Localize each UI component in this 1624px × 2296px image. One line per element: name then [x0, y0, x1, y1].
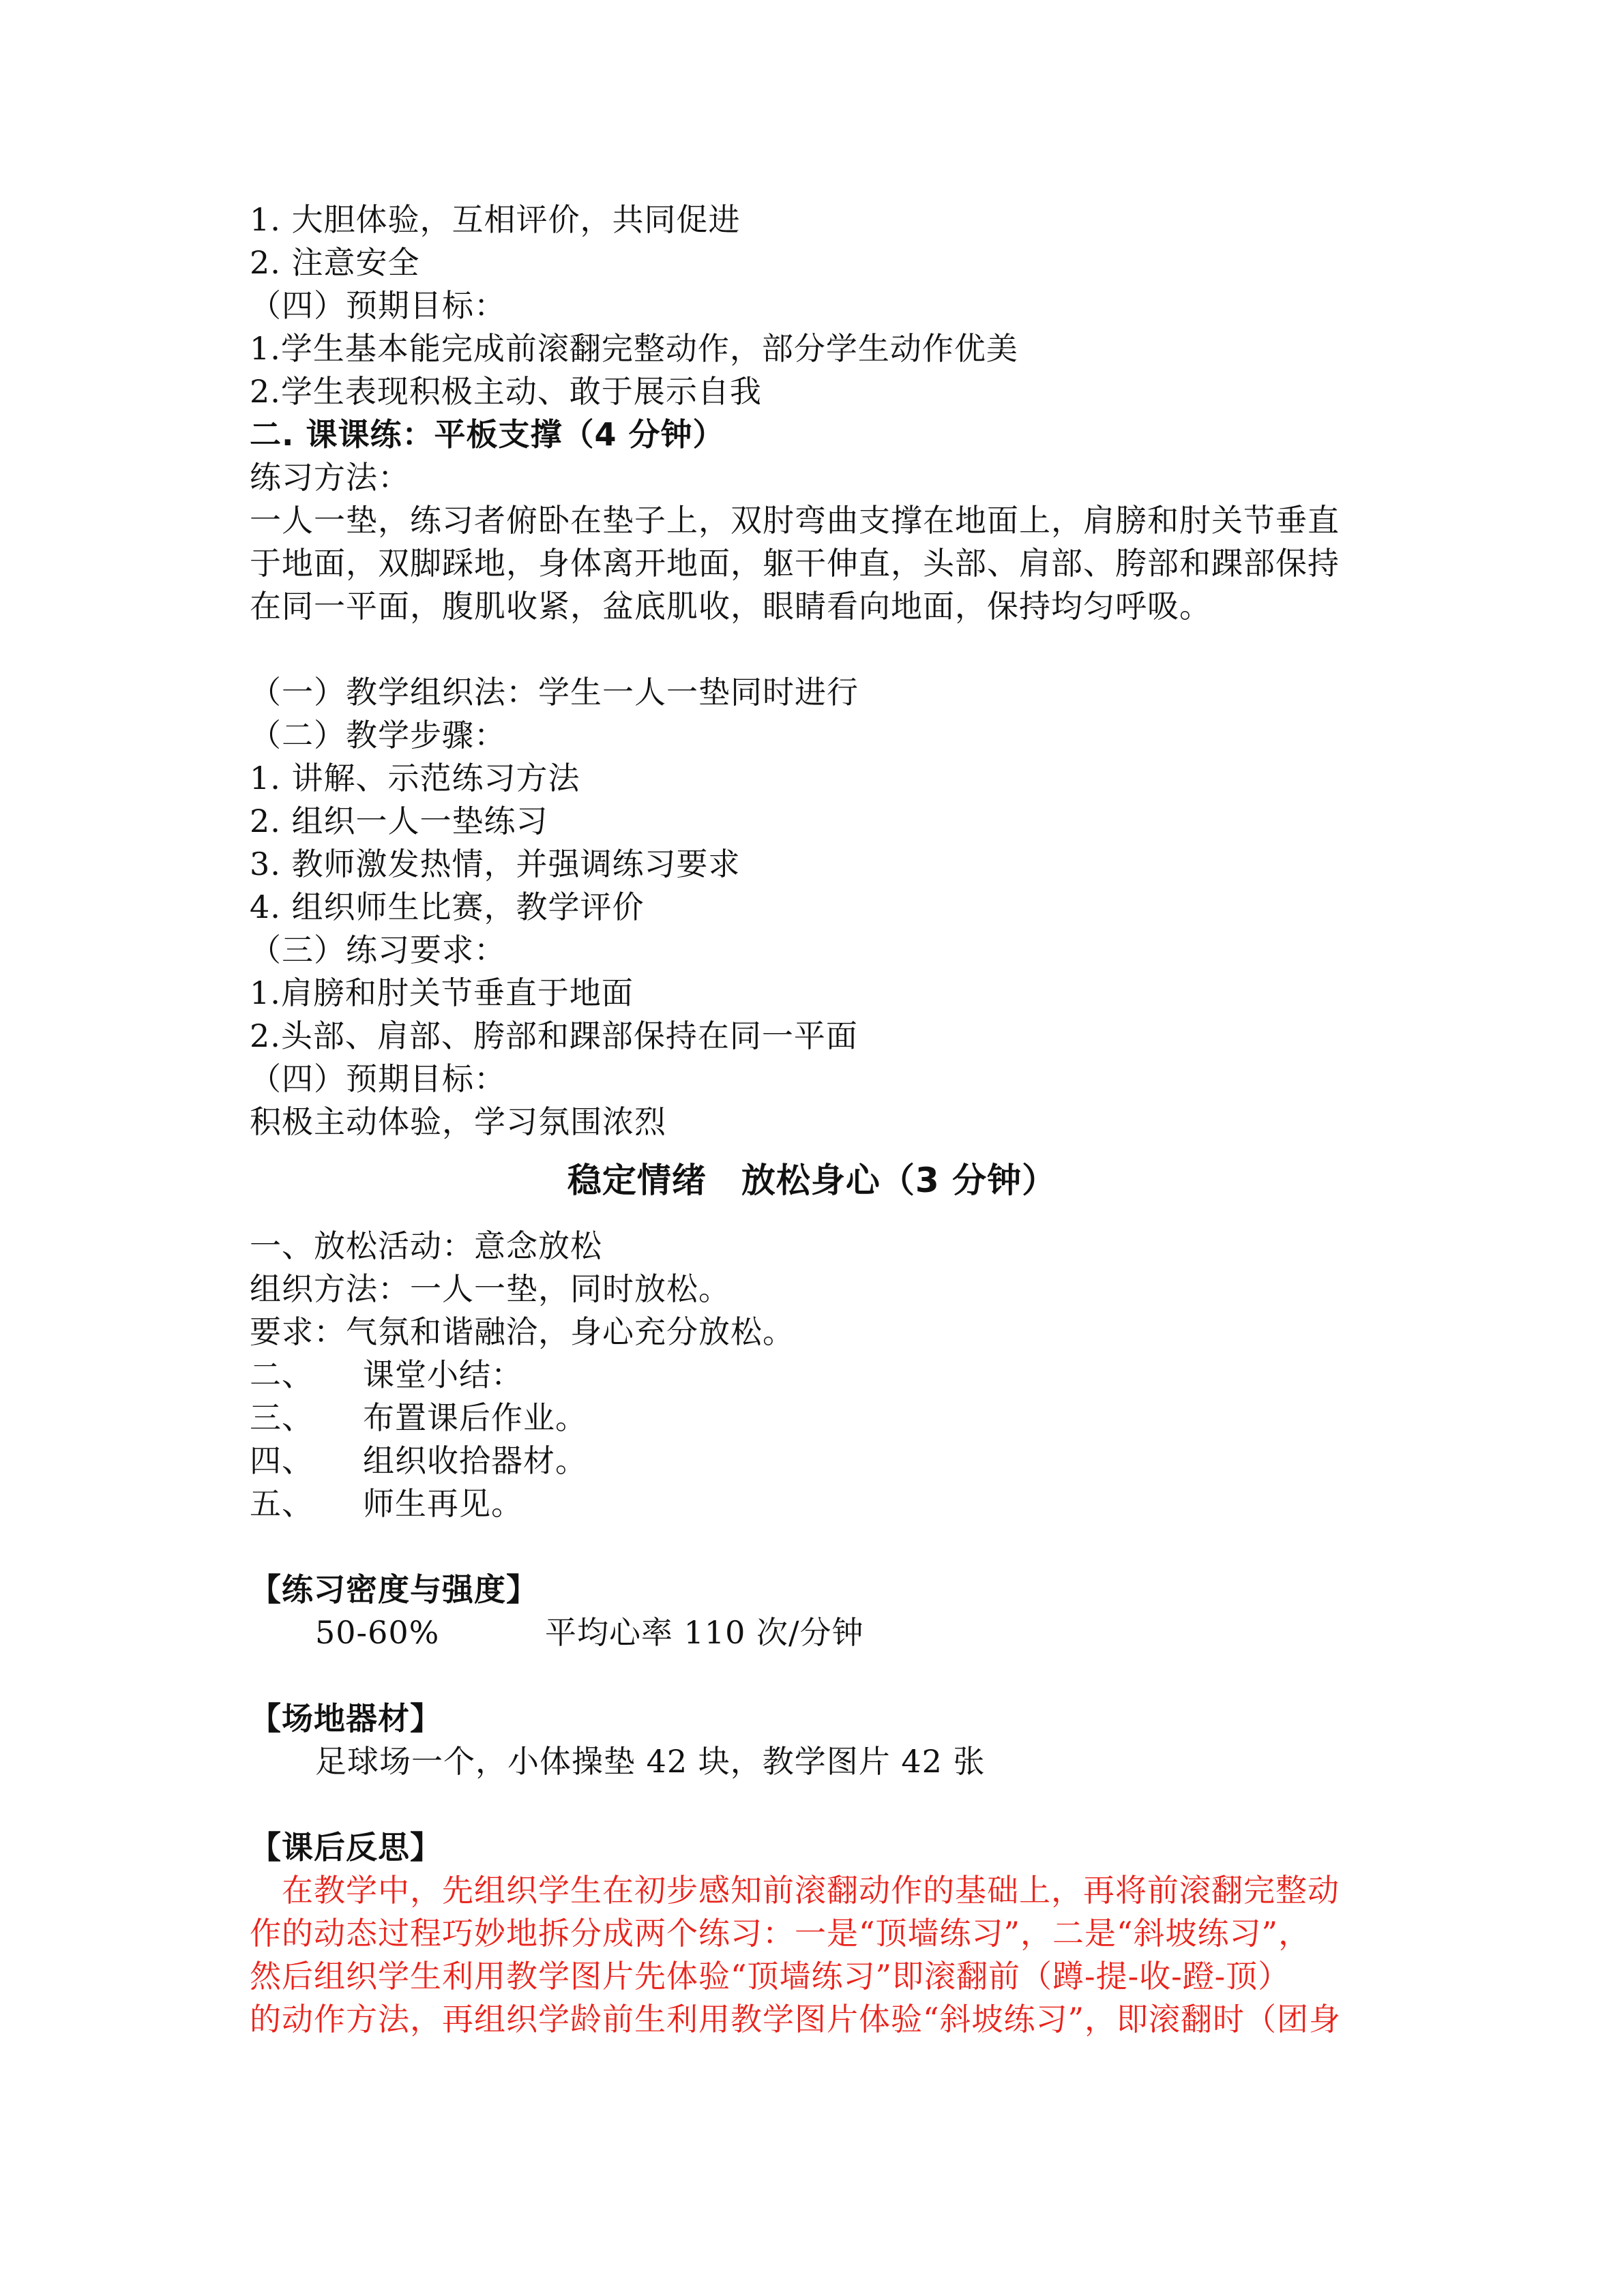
density-values — [315, 1612, 864, 1653]
reflection-heading: 【课后反思】 — [250, 1829, 442, 1866]
plank-step-1: 1. 讲解、示范练习方法 — [250, 760, 580, 796]
reflection-line-3: 然后组织学生利用教学图片先体验“顶墙练习”即滚翻前（蹲-提-收-蹬-顶） — [250, 1958, 1290, 1995]
plank-step-3: 3. 教师激发热情，并强调练习要求 — [250, 846, 741, 882]
plank-requirement-1: 1.肩膀和肘关节垂直于地面 — [250, 974, 634, 1011]
calm-activity: 一、放松活动：意念放松 — [250, 1227, 602, 1264]
plank-method-line-1: 一人一垫，练习者俯卧在垫子上，双肘弯曲支撑在地面上，肩膀和肘关节垂直 — [250, 502, 1340, 539]
calm-item-3-number: 三、 — [250, 1399, 314, 1436]
plank-step-2: 2. 组织一人一垫练习 — [250, 803, 548, 839]
calm-item-2-number: 二、 — [250, 1356, 314, 1393]
plank-method-line-3: 在同一平面，腹肌收紧，盆底肌收，眼睛看向地面，保持均匀呼吸。 — [250, 588, 1211, 625]
calm-item-2-text: 课堂小结： — [363, 1356, 523, 1393]
plank-step-4: 4. 组织师生比赛，教学评价 — [250, 889, 645, 925]
plank-requirement-2: 2.头部、肩部、胯部和踝部保持在同一平面 — [250, 1017, 858, 1054]
reflection-line-2: 作的动态过程巧妙地拆分成两个练习：一是“顶墙练习”，二是“斜坡练习”， — [250, 1915, 1311, 1952]
density-heart-rate: 平均心率 110 次/分钟 — [545, 1614, 864, 1651]
plank-method-label: 练习方法： — [250, 459, 410, 496]
plank-heading: 二. 课课练：平板支撑（4 分钟） — [250, 416, 725, 453]
top-line-3: （四）预期目标： — [250, 287, 506, 324]
plank-method-line-2: 于地面，双脚踩地，身体离开地面，躯干伸直，头部、肩部、胯部和踝部保持 — [250, 545, 1340, 582]
reflection-line-4: 的动作方法，再组织学龄前生利用教学图片体验“斜坡练习”，即滚翻时（团身 — [250, 2001, 1342, 2038]
calm-item-4-text: 组织收拾器材。 — [363, 1442, 587, 1479]
plank-requirements-label: （三）练习要求： — [250, 931, 506, 968]
calm-item-4 — [250, 1440, 587, 1481]
plank-goal: 积极主动体验，学习氛围浓烈 — [250, 1103, 666, 1140]
top-line-5: 2.学生表现积极主动、敢于展示自我 — [250, 373, 762, 410]
calm-item-3 — [250, 1397, 587, 1438]
plank-goal-label: （四）预期目标： — [250, 1060, 506, 1097]
top-line-1: 1. 大胆体验，互相评价，共同促进 — [250, 201, 741, 238]
calm-item-5-text: 师生再见。 — [363, 1485, 523, 1522]
density-heading: 【练习密度与强度】 — [250, 1571, 538, 1608]
calm-requirement: 要求：气氛和谐融洽，身心充分放松。 — [250, 1313, 795, 1350]
top-line-2: 2. 注意安全 — [250, 244, 420, 281]
calm-organization: 组织方法：一人一垫，同时放松。 — [250, 1270, 730, 1307]
reflection-line-1: 在教学中，先组织学生在初步感知前滚翻动作的基础上，再将前滚翻完整动 — [250, 1872, 1340, 1909]
plank-organization: （一）教学组织法：学生一人一垫同时进行 — [250, 674, 859, 711]
venue-equipment: 足球场一个，小体操垫 42 块，教学图片 42 张 — [315, 1743, 986, 1780]
calm-item-3-text: 布置课后作业。 — [363, 1399, 587, 1436]
calm-heading: 稳定情绪 放松身心（3 分钟） — [567, 1161, 1057, 1200]
top-line-4: 1.学生基本能完成前滚翻完整动作，部分学生动作优美 — [250, 330, 1018, 367]
venue-heading: 【场地器材】 — [250, 1700, 442, 1737]
plank-steps-label: （二）教学步骤： — [250, 717, 506, 754]
density-percent: 50-60% — [315, 1614, 440, 1651]
calm-item-2 — [250, 1354, 523, 1395]
calm-item-5-number: 五、 — [250, 1485, 314, 1522]
calm-item-4-number: 四、 — [250, 1442, 314, 1479]
calm-item-5 — [250, 1483, 523, 1524]
